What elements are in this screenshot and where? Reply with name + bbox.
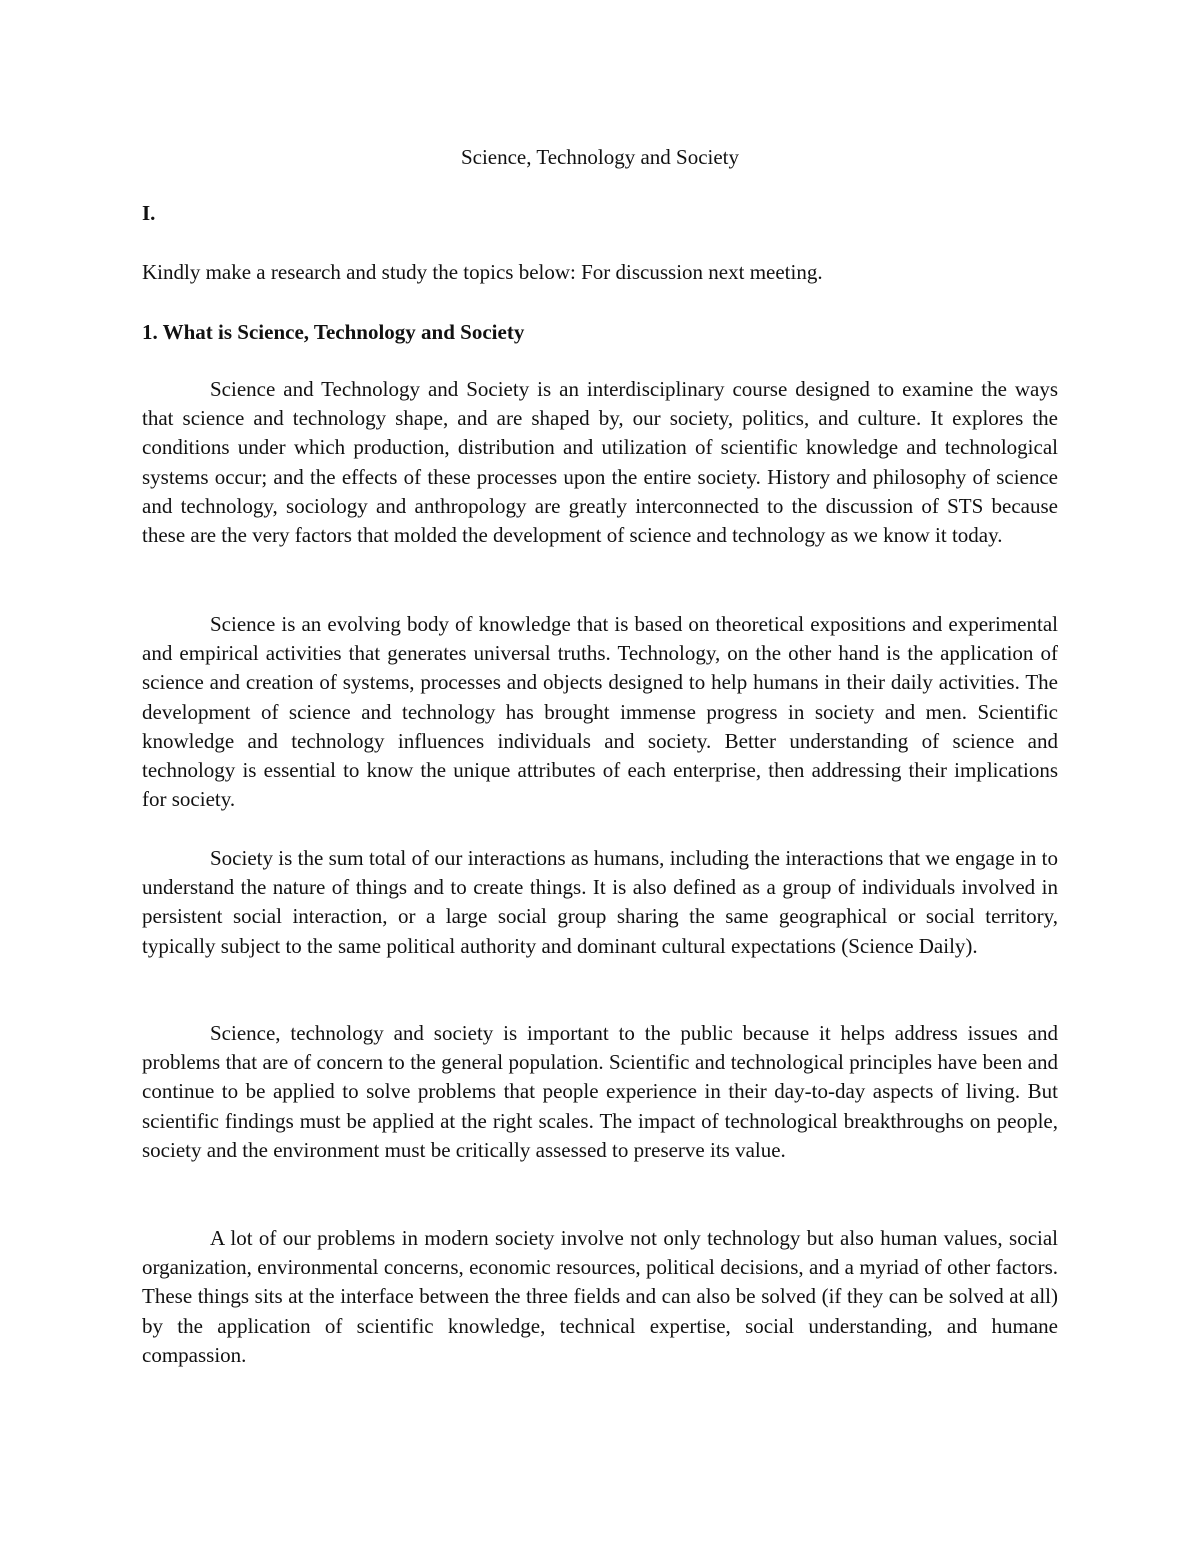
section-numeral: I. [142,201,156,225]
instruction-text: Kindly make a research and study the topics below: For discussion next meeting. [142,260,823,284]
paragraph-importance: Science, technology and society is important to the public because it helps address issues and problems that are of concern to the general population. Scientific and technological principles have been and continue to be applied to solve problems that people experience in their day-to-day aspects of living. But scientific findings must be applied at the right scales. The impact of technological breakthroughs on people, society and the environment must be critically assessed to preserve its value. [142,1021,1058,1162]
paragraph-society: Society is the sum total of our interactions as humans, including the interactions that we engage in to understand the nature of things and to create things. It is also defined as a group of individuals involved in persistent social interaction, or a large social group sharing the same geographical or social territory, typically subject to the same political authority and dominant cultural expectations (Science Daily). [142,846,1058,958]
paragraph-sts-definition: Science and Technology and Society is an interdisciplinary course designed to examine the ways that science and technology shape, and are shaped by, our society, politics, and culture. It explores the conditions under which production, distribution and utilization of scientific knowledge and technological systems occur; and the effects of these processes upon the entire society. History and philosophy of science and technology, sociology and anthropology are greatly interconnected to the discussion of STS because these are the very factors that molded the development of science and technology as we know it today. [142,377,1058,548]
document-title: Science, Technology and Society [460,145,740,169]
paragraph-modern-problems: A lot of our problems in modern society involve not only technology but also human values, social organization, environmental concerns, economic resources, political decisions, and a myriad of other factors. These things sits at the interface between the three fields and can also be solved (if they can be solved at all) by the application of scientific knowledge, technical expertise, social understanding, and humane compassion. [142,1226,1058,1367]
section-heading: 1. What is Science, Technology and Society [142,320,525,344]
paragraph-science-technology: Science is an evolving body of knowledge that is based on theoretical expositions and experimental and empirical activities that generates universal truths. Technology, on the other hand is the application of science and creation of systems, processes and objects designed to help humans in their daily activities. The development of science and technology has brought immense progress in society and men. Scientific knowledge and technology influences individuals and society. Better understanding of science and technology is essential to know the unique attributes of each enterprise, then addressing their implications for society. [142,612,1058,812]
